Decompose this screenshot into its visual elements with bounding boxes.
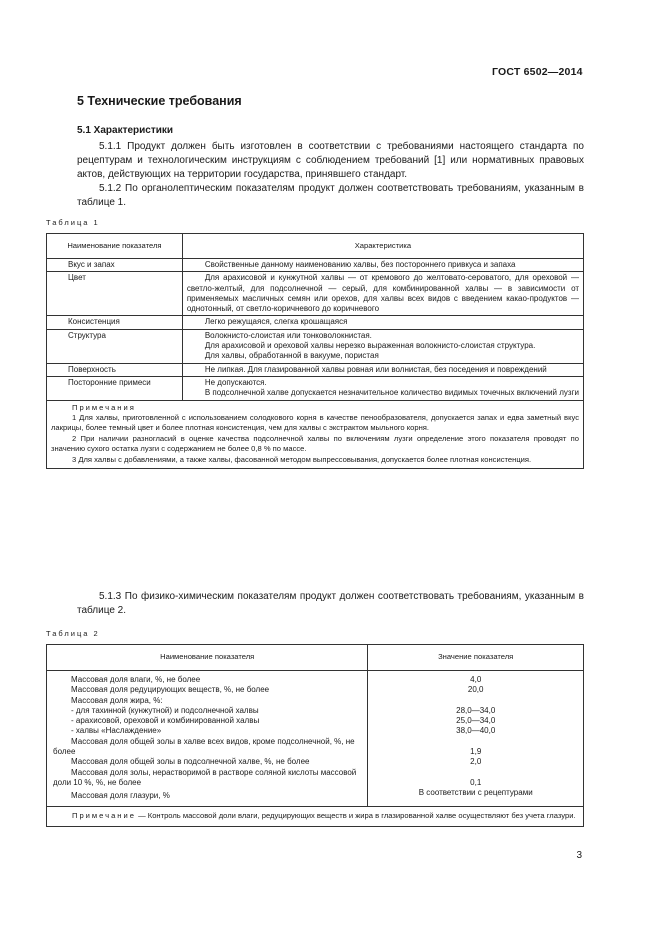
row-name: Массовая доля влаги, %, не более	[71, 675, 201, 684]
note-label: Примечание	[72, 810, 136, 820]
paragraph-5-1-1	[77, 140, 584, 182]
table2-note	[47, 806, 584, 826]
row-value: 25,0—34,0	[456, 716, 496, 726]
row-value: 0,1	[470, 777, 482, 787]
row-name: Массовая доля редуцирующих веществ, %, не более	[71, 685, 270, 695]
table1-header-name: Наименование показателя	[47, 234, 183, 259]
notes-title: Примечания	[72, 402, 136, 412]
row-value: 20,0	[467, 685, 484, 695]
row-value: Свойственные данному наименованию халвы, без постороннего привкуса и запаха	[182, 259, 583, 272]
paragraph-5-1-3	[77, 590, 584, 618]
row-name: Массовая доля общей золы в халве всех видов, кроме подсолнечной, %, не более	[53, 736, 355, 757]
page-number: 3	[576, 850, 582, 861]
row-value: 2,0	[470, 757, 482, 767]
row-value: 1,9	[470, 747, 482, 757]
row-name: Вкус и запах	[47, 259, 183, 272]
row-name: Массовая доля глазури, %	[71, 791, 170, 801]
table-row	[47, 259, 584, 272]
table-row	[47, 671, 584, 807]
row-name: Структура	[47, 329, 183, 363]
row-value: Волокнисто-слоистая или тонковолокнистая. Для арахисовой и ореховой халвы нерезко выраженная волокнисто-слоистая структура. Для халвы, обработанной в вакууме, пористая	[182, 329, 583, 363]
table1-caption: Таблица 1	[46, 218, 100, 227]
table1-header-value: Характеристика	[182, 234, 583, 259]
row-name: Массовая доля золы, нерастворимой в растворе соляной кислоты массовой доли 10 %, %, не более	[53, 767, 357, 787]
row-value: В соответствии с рецептурами	[418, 788, 533, 798]
table-row	[47, 272, 584, 316]
paragraph-5-1-2	[77, 182, 584, 210]
table2-header-name: Наименование показателя	[47, 645, 368, 671]
table-row	[47, 376, 584, 400]
table-row	[47, 316, 584, 329]
note-text: — Контроль массовой доли влаги, редуцирующих веществ и жира в глазированной халве осуществляют без учета глазури.	[135, 810, 576, 820]
row-value: Для арахисовой и кунжутной халвы — от кремового до желтовато-сероватого, для ореховой — светло-желтый, для подсолнечной — серый, для комбинированной халвы — в зависимости от применяемых масличных семян или орехов, для халвы всех видов с введением какао-продуктов — однотонный, от светло-коричневого до коричневого	[182, 272, 583, 316]
row-name: - халвы «Наслаждение»	[71, 726, 162, 736]
row-value: 38,0—40,0	[456, 726, 496, 736]
table-row	[47, 363, 584, 376]
table1-notes	[47, 400, 584, 468]
paragraph-text: 5.1.3 По физико-химическим показателям продукт должен соответствовать требованиям, указанным в таблице 2.	[77, 591, 584, 616]
row-value: Не допускаются. В подсолнечной халве допускается незначительное количество видимых точечных включений лузги	[182, 376, 583, 400]
row-name: Цвет	[47, 272, 183, 316]
row-name: Массовая доля общей золы в подсолнечной халве, %, не более	[71, 757, 310, 767]
row-value: 4,0	[470, 675, 482, 684]
row-name: - арахисовой, ореховой и комбинированной халвы	[71, 716, 260, 726]
row-name: Поверхность	[47, 363, 183, 376]
row-value: Не липкая. Для глазированной халвы ровная или волнистая, без поседения и повреждений	[182, 363, 583, 376]
table-1	[46, 233, 584, 469]
subsection-title: 5.1 Характеристики	[77, 125, 174, 136]
note-3: 3 Для халвы с добавлениями, а также халвы, фасованной методом выпрессовывания, допускается более плотная консистенция.	[72, 454, 532, 464]
table-row	[47, 329, 584, 363]
row-name: - для тахинной (кунжутной) и подсолнечной халвы	[71, 705, 259, 715]
table2-caption: Таблица 2	[46, 629, 100, 638]
row-value: Легко режущаяся, слегка крошащаяся	[182, 316, 583, 329]
paragraph-text: 5.1.1 Продукт должен быть изготовлен в соответствии с требованиями настоящего стандарта по рецептурам и технологическим инструкциям с соблюдением требований [1] или нормативных правовых актов, действующих на территории государства, принявшего стандарт.	[77, 141, 584, 180]
standard-number: ГОСТ 6502—2014	[492, 66, 583, 78]
row-value: 28,0—34,0	[456, 705, 496, 715]
note-1: 1 Для халвы, приготовленной с использованием солодкового корня в качестве пенообразователя, допускается запах и едва заметный вкус лакрицы, более темный цвет и более плотная консистенция, чем для халвы с экстрактом мыльного корня.	[51, 412, 579, 433]
section-title: 5 Технические требования	[77, 94, 242, 108]
row-value	[372, 696, 579, 706]
note-2: 2 При наличии разногласий в оценке качества подсолнечной халвы по включениям лузги определение этого показателя проводят по значению сухого остатка лузги с содержанием не более 0,8 % по массе.	[51, 433, 579, 454]
table-2	[46, 644, 584, 827]
row-name: Посторонние примеси	[47, 376, 183, 400]
table2-header-value: Значение показателя	[368, 645, 584, 671]
paragraph-text: 5.1.2 По органолептическим показателям продукт должен соответствовать требованиям, указанным в таблице 1.	[77, 183, 584, 208]
row-name: Консистенция	[47, 316, 183, 329]
row-name: Массовая доля жира, %:	[71, 695, 163, 705]
